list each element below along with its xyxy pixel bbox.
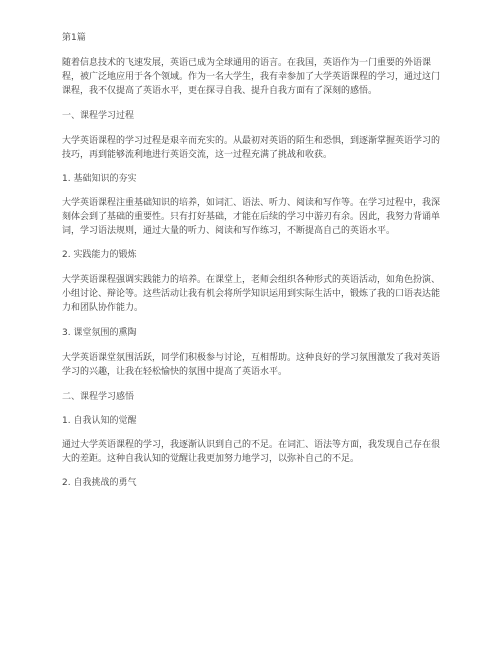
item1-heading: 1. 基础知识的夯实	[62, 174, 137, 184]
item3-heading: 3. 课堂氛围的熏陶	[62, 328, 137, 338]
item2-heading: 2. 实践能力的锻炼	[62, 250, 137, 260]
item2-paragraph: 大学英语课程强调实践能力的培养。在课堂上，老师会组织各种形式的英语活动，如角色扮演、小组讨论、辩论等。这些活动让我有机会将所学知识运用到实际生活中，锻炼了我的口语表达能力和团队协作能力。	[62, 275, 441, 313]
item4-paragraph: 通过大学英语课程的学习，我逐渐认识到自己的不足。在词汇、语法等方面，我发现自己存在很大的差距。这种自我认知的觉醒让我更加努力地学习，以弥补自己的不足。	[62, 440, 441, 464]
page-label: 第1篇	[62, 33, 86, 43]
section2-heading: 二、课程学习感悟	[62, 392, 135, 402]
intro-paragraph: 随着信息技术的飞速发展，英语已成为全球通用的语言。在我国，英语作为一门重要的外语课程，被广泛地应用于各个领域。作为一名大学生，我有幸参加了大学英语课程的学习，通过这门课程，我不仅提高了英语水平，更在探寻自我、提升自我方面有了深刻的感悟。	[62, 58, 441, 96]
section1-intro-paragraph: 大学英语课程的学习过程是艰辛而充实的。从最初对英语的陌生和恐惧，到逐渐掌握英语学习的技巧，再到能够流利地进行英语交流，这一过程充满了挑战和收获。	[62, 136, 441, 160]
section1-heading: 一、课程学习过程	[62, 111, 135, 121]
item1-paragraph: 大学英语课程注重基础知识的培养，如词汇、语法、听力、阅读和写作等。在学习过程中，我深刻体会到了基础的重要性。只有打好基础，才能在后续的学习中游刃有余。因此，我努力背诵单词，学习语法规则，通过大量的听力、阅读和写作练习，不断提高自己的英语水平。	[62, 198, 441, 236]
item3-paragraph: 大学英语课堂氛围活跃，同学们积极参与讨论，互相帮助。这种良好的学习氛围激发了我对英语学习的兴趣，让我在轻松愉快的氛围中提高了英语水平。	[62, 353, 441, 377]
item5-heading: 2. 自我挑战的勇气	[62, 478, 137, 488]
item4-heading: 1. 自我认知的觉醒	[62, 416, 137, 426]
